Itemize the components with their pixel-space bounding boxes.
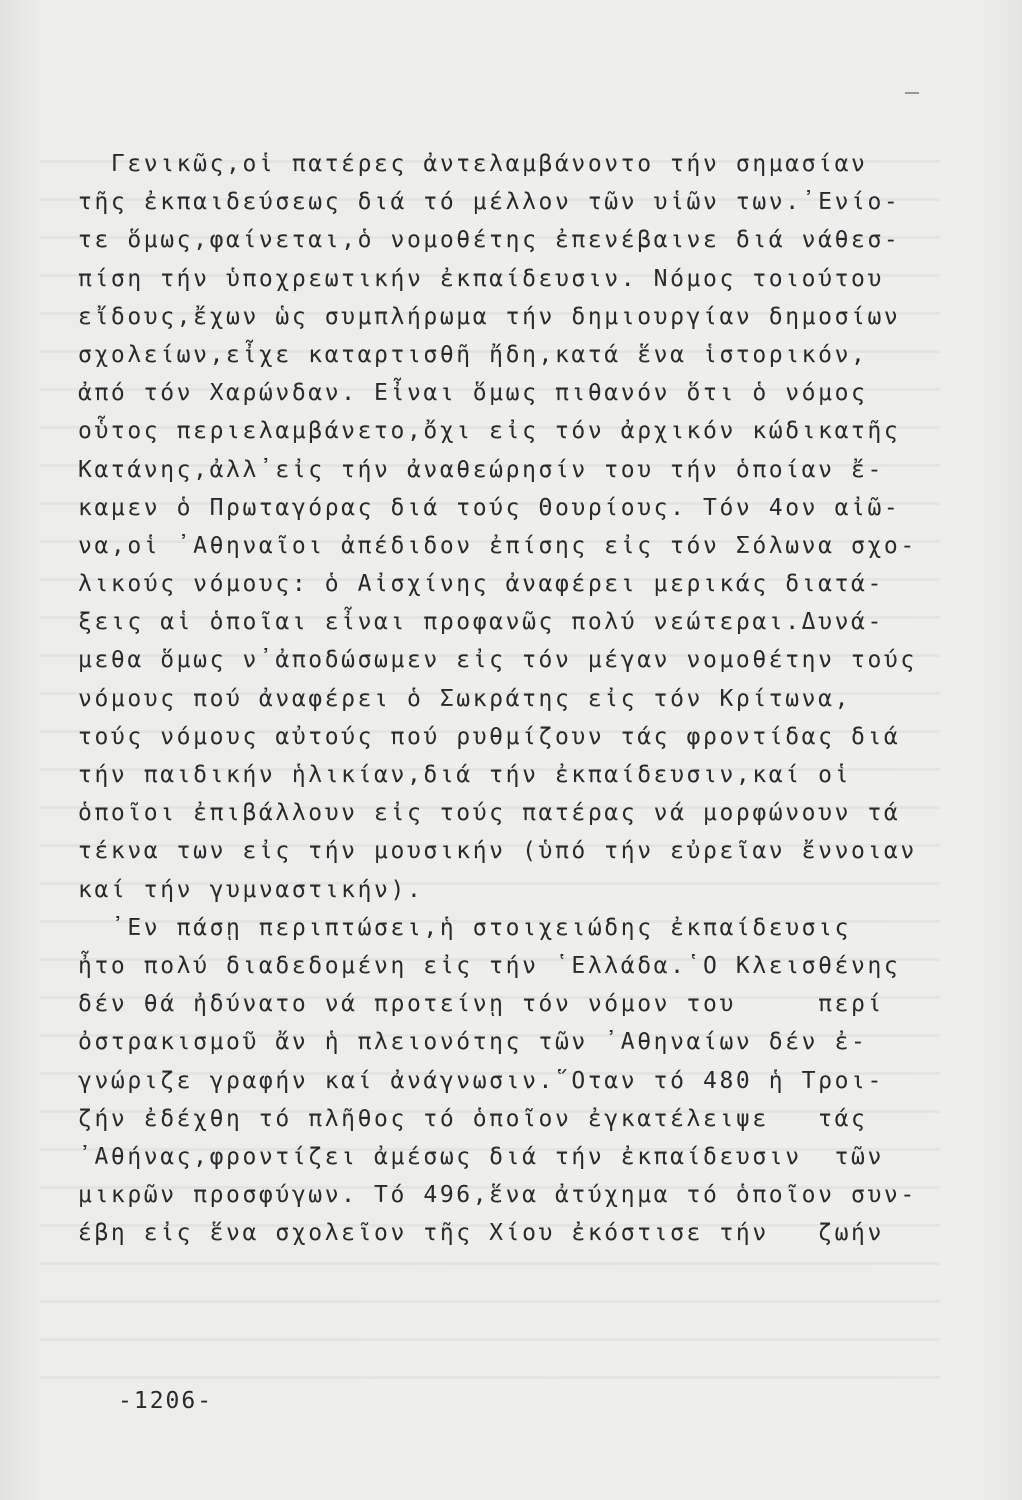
text-line: γνώριζε γραφήν καί ἀνάγνωσιν.῞Οταν τό 480 ἡ Τροι-	[78, 1067, 884, 1094]
text-line: ὁποῖοι ἐπιβάλλουν εἰς τούς πατέρας νά μορφώνουν τά	[78, 800, 901, 827]
text-line: μικρῶν προσφύγων. Τό 496,ἕνα ἀτύχημα τό ὁποῖον συν-	[78, 1182, 917, 1209]
text-line: τέκνα των εἰς τήν μουσικήν (ὑπό τήν εὐρεῖαν ἔννοιαν	[78, 838, 917, 865]
text-line: ζήν ἐδέχθη τό πλῆθος τό ὁποῖον ἐγκατέλειψε τάς	[78, 1105, 868, 1132]
text-line: ᾿Αθήνας,φροντίζει ἀμέσως διά τήν ἐκπαίδευσιν τῶν	[78, 1143, 884, 1170]
text-line: ξεις αἱ ὁποῖαι εἶναι προφανῶς πολύ νεώτεραι.Δυνά-	[78, 609, 884, 636]
text-line: οὗτος περιελαμβάνετο,ὄχι εἰς τόν ἀρχικόν κώδικατῆς	[78, 418, 901, 445]
text-line: δέν θά ἠδύνατο νά προτείνῃ τόν νόμον του περί	[78, 991, 884, 1018]
page-number: -1206-	[118, 1388, 214, 1414]
text-line: πίση τήν ὑποχρεωτικήν ἐκπαίδευσιν. Νόμος τοιούτου	[78, 265, 884, 292]
text-line: ὀστρακισμοῦ ἄν ἡ πλειονότης τῶν ᾿Αθηναίων δέν ἐ-	[78, 1029, 868, 1056]
text-line: ἦτο πολύ διαδεδομένη εἰς τήν ῾Ελλάδα.῾Ο Κλεισθένης	[78, 952, 901, 979]
text-line: καμεν ὁ Πρωταγόρας διά τούς Θουρίους. Τόν 4ον αἰῶ-	[78, 494, 901, 521]
text-line: ᾿Εν πάσῃ περιπτώσει,ἡ στοιχειώδης ἐκπαίδευσις	[78, 914, 852, 941]
text-line: τῆς ἐκπαιδεύσεως διά τό μέλλον τῶν υἱῶν των.᾿Ενίο-	[78, 189, 901, 216]
text-line: ἀπό τόν Χαρώνδαν. Εἶναι ὅμως πιθανόν ὅτι ὁ νόμος	[78, 380, 868, 407]
text-line: έβη εἰς ἕνα σχολεῖον τῆς Χίου ἐκόστισε τήν ζωήν	[78, 1220, 884, 1247]
text-line: Γενικῶς,οἱ πατέρες ἀντελαμβάνοντο τήν σημασίαν	[78, 151, 868, 177]
text-line: εἴδους,ἔχων ὡς συμπλήρωμα τήν δημιουργίαν δημοσίων	[78, 303, 901, 330]
text-line: νόμους πού ἀναφέρει ὁ Σωκράτης εἰς τόν Κρίτωνα,	[78, 685, 852, 712]
text-line: καί τήν γυμναστικήν).	[78, 876, 424, 903]
body-text	[78, 145, 918, 1252]
text-line: σχολείων,εἶχε καταρτισθῆ ἤδη,κατά ἕνα ἱστορικόν,	[78, 341, 868, 368]
pencil-mark	[905, 92, 919, 94]
text-line: μεθα ὅμως ν᾿ἀποδώσωμεν εἰς τόν μέγαν νομοθέτην τούς	[78, 647, 917, 674]
text-line: λικούς νόμους: ὁ Αἰσχίνης ἀναφέρει μερικάς διατά-	[78, 571, 884, 598]
text-line: τούς νόμους αὐτούς πού ρυθμίζουν τάς φροντίδας διά	[78, 723, 901, 750]
text-line: Κατάνης,ἀλλ᾿εἰς τήν ἀναθεώρησίν του τήν ὁποίαν ἔ-	[78, 456, 884, 483]
text-line: τήν παιδικήν ἡλικίαν,διά τήν ἐκπαίδευσιν,καί οἱ	[78, 762, 852, 788]
text-line: να,οἱ ᾿Αθηναῖοι ἀπέδιδον ἐπίσης εἰς τόν Σόλωνα σχο-	[78, 532, 917, 559]
text-line: τε ὅμως,φαίνεται,ὁ νομοθέτης ἐπενέβαινε διά νάθεσ-	[78, 227, 901, 254]
